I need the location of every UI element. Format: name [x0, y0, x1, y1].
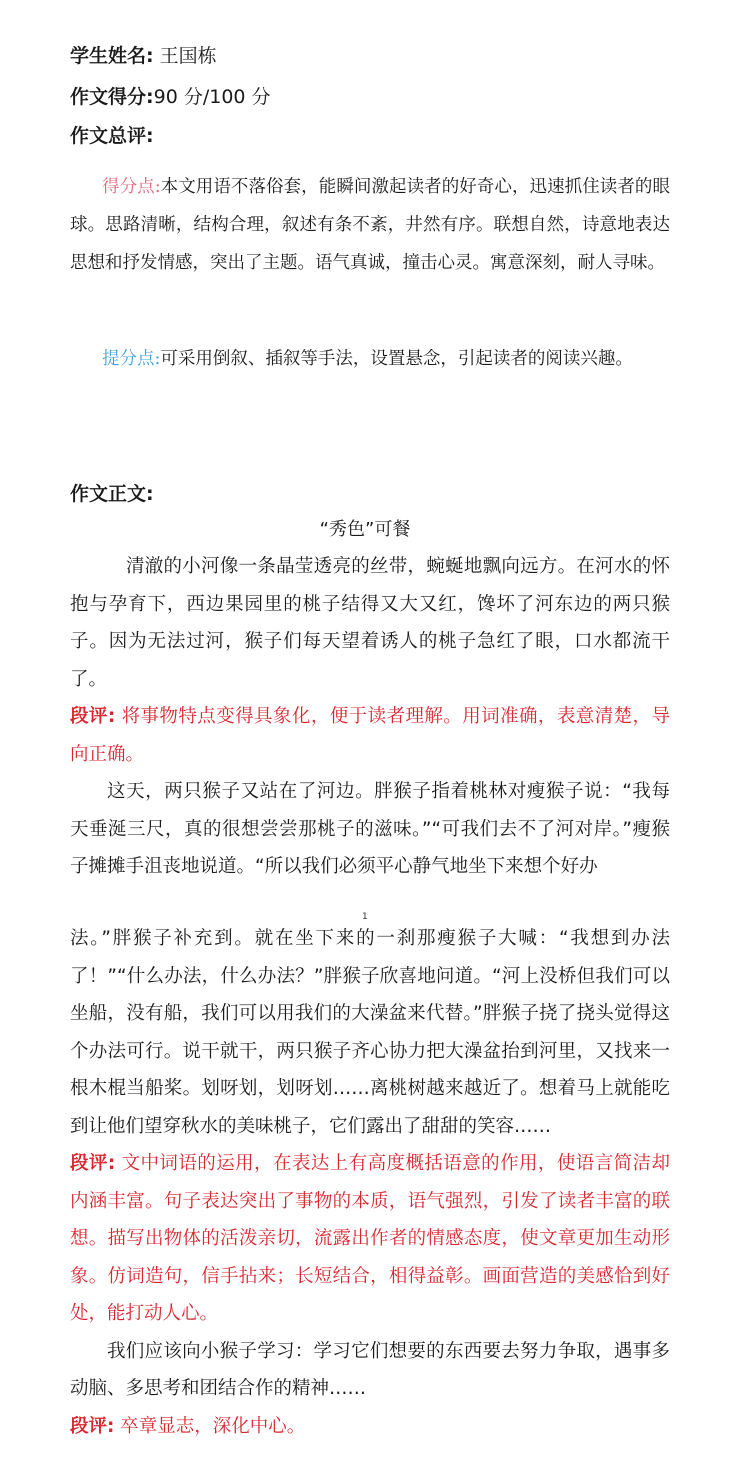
comment-2-label: 段评:	[70, 1153, 116, 1174]
review-heading-label: 作文总评:	[70, 125, 154, 147]
essay-body-part2	[70, 920, 670, 1445]
essay-title: “秀色”可餐	[319, 519, 411, 540]
comment-2-text: 文中词语的运用，在表达上有高度概括语意的作用，使语言简洁却内涵丰富。句子表达突出了事物的本质，语气强烈，引发了读者丰富的联想。描写出物体的活泼亲切，流露出作者的情感态度，使文章更加生动形象。仿词造句，信手拈来；长短结合，相得益彰。画面营造的美感恰到好处，能打动人心。	[70, 1153, 670, 1324]
essay-paragraph-2-end: 法。”胖猴子补充到。就在坐下来的一刹那瘦猴子大喊：“我想到办法了！”“什么办法，什么办法？”胖猴子欣喜地问道。“河上没桥但我们可以坐船，没有船，我们可以用我们的大澡盆来代替。”胖猴子挠了挠头觉得这个办法可行。说干就干，两只猴子齐心协力把大澡盆抬到河里，又找来一根木棍当船桨。划呀划，划呀划……离桃树越来越近了。想着马上就能吃到让他们望穿秋水的美味桃子，它们露出了甜甜的笑容……	[70, 928, 670, 1137]
score-label: 作文得分:	[70, 86, 154, 108]
highlight-text: 本文用语不落俗套，能瞬间激起读者的好奇心，迅速抓住读者的眼球。思路清晰，结构合理，叙述有条不紊，井然有序。联想自然，诗意地表达思想和抒发情感，突出了主题。语气真诚，撞击心灵。寓意深刻，耐人寻味。	[70, 177, 670, 273]
review-heading	[70, 124, 154, 148]
essay-paragraph-1: 清澈的小河像一条晶莹透亮的丝带，蜿蜒地飘向远方。在河水的怀抱与孕育下，西边果园里的桃子结得又大又红，馋坏了河东边的两只猴子。因为无法过河，猴子们每天望着诱人的桃子急红了眼，口水都流干了。	[70, 556, 670, 690]
score-value: 90 分/100 分	[153, 86, 271, 108]
student-name-line	[70, 44, 217, 68]
comment-3-text: 卒章显志，深化中心。	[120, 1415, 306, 1437]
essay-body-part1	[70, 548, 670, 886]
review-highlight	[70, 168, 670, 282]
student-name-label: 学生姓名:	[70, 45, 154, 67]
improve-text: 可采用倒叙、插叙等手法，设置悬念，引起读者的阅读兴趣。	[160, 349, 633, 369]
essay-paragraph-3: 我们应该向小猴子学习：学习它们想要的东西要去努力争取，遇事多动脑、多思考和团结合作的精神……	[70, 1340, 670, 1399]
comment-1-label: 段评:	[70, 706, 116, 727]
essay-section-heading	[70, 482, 154, 506]
comment-3-label: 段评:	[70, 1415, 115, 1437]
page-number: 1	[362, 912, 368, 922]
score-line	[70, 85, 271, 109]
comment-1-text: 将事物特点变得具象化，便于读者理解。用词准确，表意清楚，导向正确。	[70, 706, 670, 765]
student-name-value: 王国栋	[159, 45, 217, 67]
essay-section-label: 作文正文:	[70, 483, 154, 505]
essay-paragraph-2-start: 这天，两只猴子又站在了河边。胖猴子指着桃林对瘦猴子说：“我每天垂涎三尺，真的很想尝尝那桃子的滋味。”“可我们去不了河对岸。”瘦猴子摊摊手沮丧地说道。“所以我们必须平心静气地坐下来想个好办	[70, 781, 670, 877]
paragraph-comment-2	[70, 1145, 670, 1333]
review-improve	[70, 340, 670, 378]
improve-label: 提分点:	[102, 349, 161, 369]
highlight-label: 得分点:	[102, 177, 161, 197]
paragraph-comment-3	[70, 1408, 670, 1446]
paragraph-comment-1	[70, 698, 670, 773]
